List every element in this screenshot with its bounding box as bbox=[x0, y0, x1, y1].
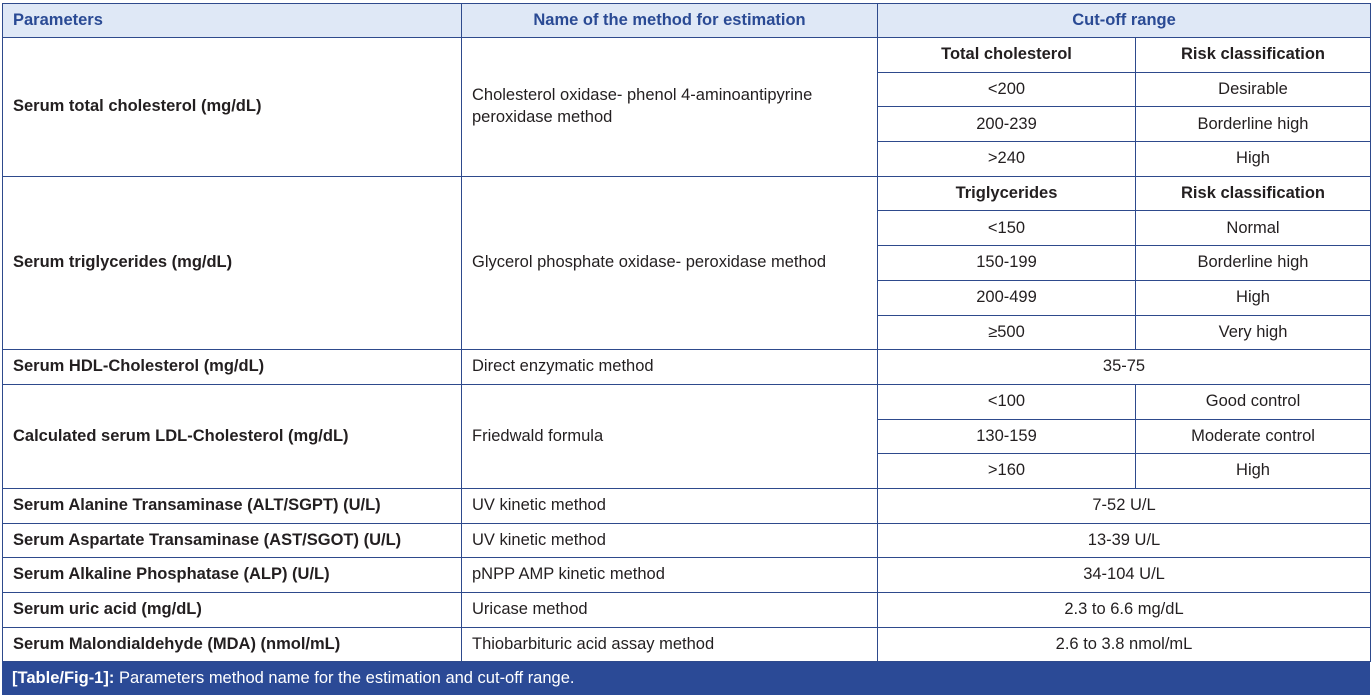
method-cell: UV kinetic method bbox=[462, 488, 878, 523]
risk-cell: Borderline high bbox=[1136, 107, 1371, 142]
param-cell: Serum uric acid (mg/dL) bbox=[3, 593, 462, 628]
range-cell: 200-499 bbox=[878, 280, 1136, 315]
table-row bbox=[3, 488, 1371, 523]
range-cell: <150 bbox=[878, 211, 1136, 246]
range-cell: <100 bbox=[878, 384, 1136, 419]
table-row bbox=[3, 176, 1371, 211]
header-cutoff: Cut-off range bbox=[878, 4, 1371, 38]
subheader-cell: Risk classification bbox=[1136, 38, 1371, 73]
header-parameters: Parameters bbox=[3, 4, 462, 38]
table-row bbox=[3, 523, 1371, 558]
range-cell: 34-104 U/L bbox=[878, 558, 1371, 593]
subheader-cell: Risk classification bbox=[1136, 176, 1371, 211]
risk-cell: High bbox=[1136, 142, 1371, 177]
range-cell: 130-159 bbox=[878, 419, 1136, 454]
subheader-cell: Triglycerides bbox=[878, 176, 1136, 211]
subheader-cell: Total cholesterol bbox=[878, 38, 1136, 73]
range-cell: <200 bbox=[878, 72, 1136, 107]
param-cell: Serum total cholesterol (mg/dL) bbox=[3, 38, 462, 177]
param-cell: Serum Alanine Transaminase (ALT/SGPT) (U/L) bbox=[3, 488, 462, 523]
param-cell: Serum triglycerides (mg/dL) bbox=[3, 176, 462, 349]
range-cell: 200-239 bbox=[878, 107, 1136, 142]
param-cell: Serum Aspartate Transaminase (AST/SGOT) (U/L) bbox=[3, 523, 462, 558]
range-cell: ≥500 bbox=[878, 315, 1136, 350]
risk-cell: Borderline high bbox=[1136, 246, 1371, 281]
risk-cell: Moderate control bbox=[1136, 419, 1371, 454]
range-cell: 7-52 U/L bbox=[878, 488, 1371, 523]
risk-cell: Good control bbox=[1136, 384, 1371, 419]
param-cell: Serum Malondialdehyde (MDA) (nmol/mL) bbox=[3, 627, 462, 662]
range-cell: 2.6 to 3.8 nmol/mL bbox=[878, 627, 1371, 662]
risk-cell: Very high bbox=[1136, 315, 1371, 350]
method-cell: Thiobarbituric acid assay method bbox=[462, 627, 878, 662]
range-cell: 13-39 U/L bbox=[878, 523, 1371, 558]
caption-text: Parameters method name for the estimation and cut-off range. bbox=[118, 669, 575, 687]
table-row bbox=[3, 627, 1371, 662]
table-caption bbox=[2, 662, 1370, 695]
param-cell: Serum Alkaline Phosphatase (ALP) (U/L) bbox=[3, 558, 462, 593]
method-cell: UV kinetic method bbox=[462, 523, 878, 558]
table-row bbox=[3, 558, 1371, 593]
param-cell: Calculated serum LDL-Cholesterol (mg/dL) bbox=[3, 384, 462, 488]
risk-cell: High bbox=[1136, 454, 1371, 489]
range-cell: 2.3 to 6.6 mg/dL bbox=[878, 593, 1371, 628]
table-row bbox=[3, 38, 1371, 73]
method-cell: Direct enzymatic method bbox=[462, 350, 878, 385]
table-row bbox=[3, 350, 1371, 385]
risk-cell: High bbox=[1136, 280, 1371, 315]
header-method: Name of the method for estimation bbox=[462, 4, 878, 38]
range-cell: >240 bbox=[878, 142, 1136, 177]
method-cell: Friedwald formula bbox=[462, 384, 878, 488]
method-cell: Uricase method bbox=[462, 593, 878, 628]
range-cell: >160 bbox=[878, 454, 1136, 489]
method-cell: Cholesterol oxidase- phenol 4-aminoantipyrine peroxidase method bbox=[462, 38, 878, 177]
method-cell: Glycerol phosphate oxidase- peroxidase method bbox=[462, 176, 878, 349]
risk-cell: Normal bbox=[1136, 211, 1371, 246]
method-cell: pNPP AMP kinetic method bbox=[462, 558, 878, 593]
param-cell: Serum HDL-Cholesterol (mg/dL) bbox=[3, 350, 462, 385]
table-row bbox=[3, 593, 1371, 628]
caption-label: [Table/Fig-1]: bbox=[12, 669, 115, 687]
range-cell: 35-75 bbox=[878, 350, 1371, 385]
range-cell: 150-199 bbox=[878, 246, 1136, 281]
table-container bbox=[2, 3, 1370, 662]
table-row bbox=[3, 384, 1371, 419]
risk-cell: Desirable bbox=[1136, 72, 1371, 107]
table-header-row bbox=[3, 4, 1371, 38]
parameters-table bbox=[2, 3, 1371, 662]
